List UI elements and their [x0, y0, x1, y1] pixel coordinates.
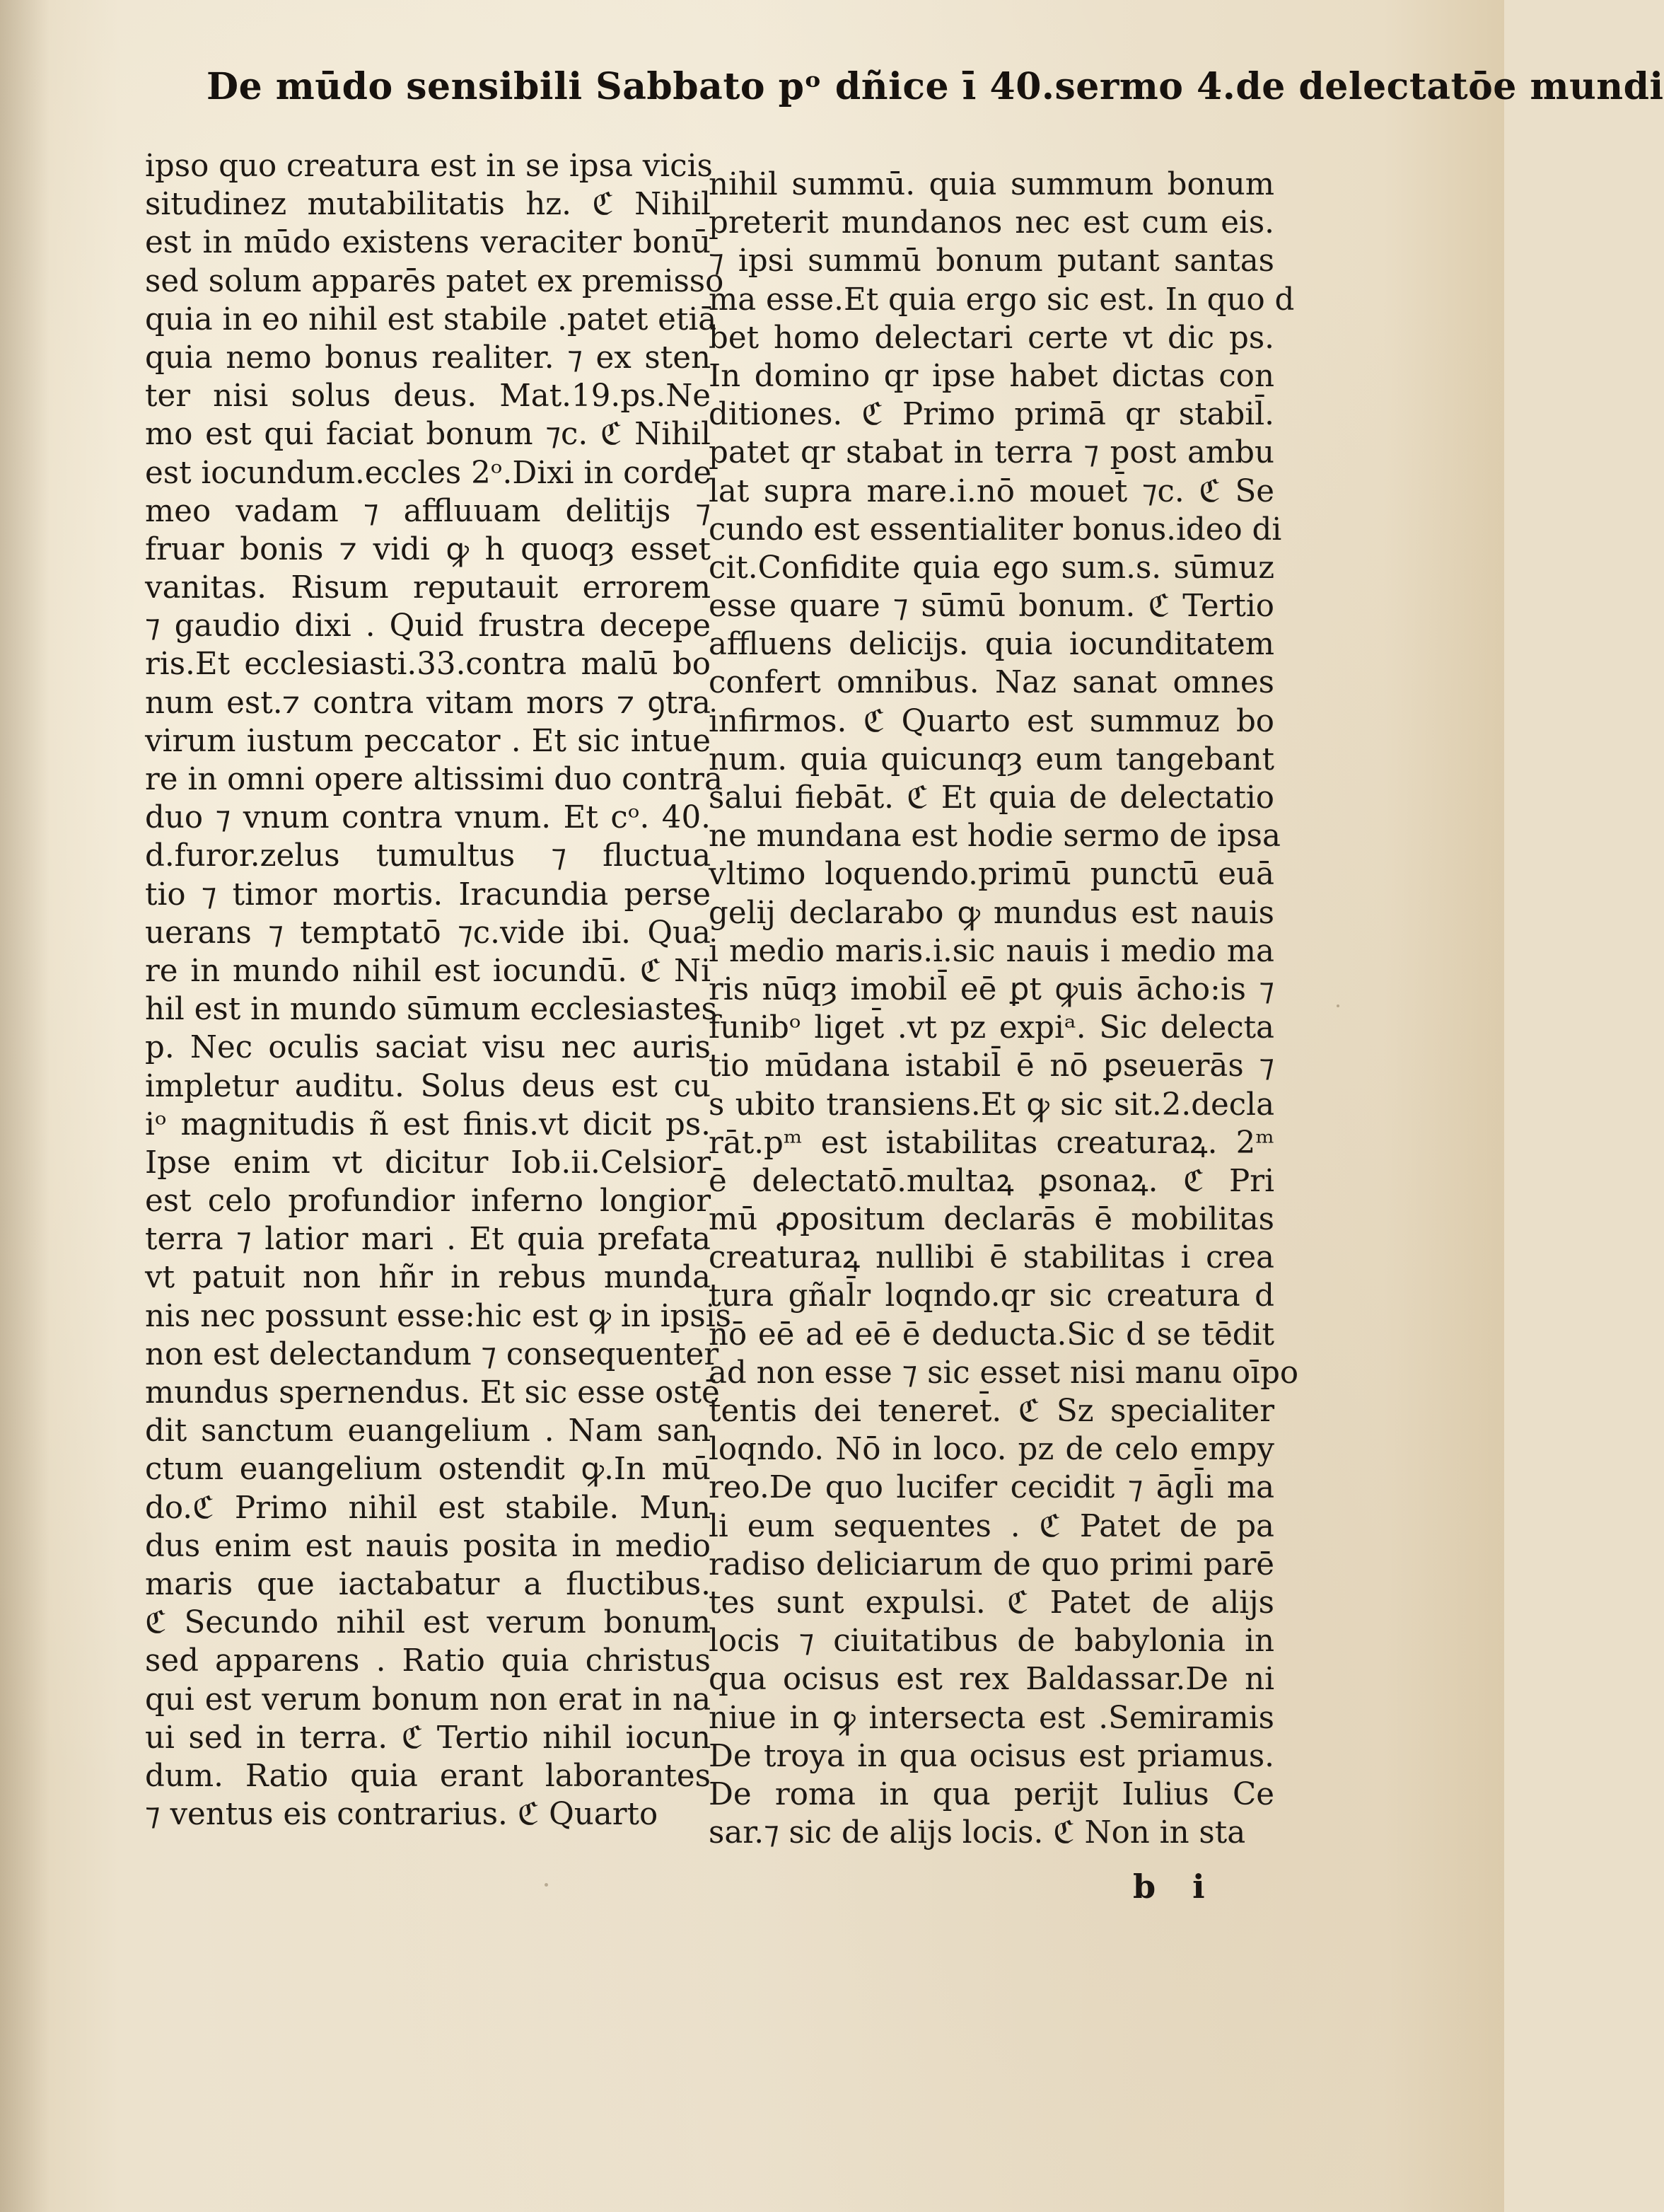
left-column-text-line: fruar bonis ⁊ vidi ꝙ h quoqȝ esset: [145, 531, 711, 567]
right-column-text-line: cundo est essentialiter bonus.ideo di: [709, 511, 1282, 548]
left-column-text-line: ris.Et ecclesiasti.33.contra malū bo: [145, 647, 711, 683]
left-column-text-line: situdinez mutabilitatis hz. ℭ Nihil: [145, 187, 711, 223]
left-column-text-line: est iocundum.eccles 2ᵒ.Dixi in corde: [145, 455, 712, 491]
right-column-text-line: ē delectatō.multaꝝ ꝑsonaꝝ. ℭ Pri: [709, 1163, 1274, 1199]
right-column-text-line: De troya in qua ocisus est priamus.: [709, 1738, 1274, 1774]
right-column-text-line: cit.Confidite quia ego sum.s. sūmuz: [709, 550, 1274, 586]
right-column-text-line: esse quare ⁊ sūmū bonum. ℭ Tertio: [709, 589, 1274, 625]
left-column-text-line: d.furor.zelus tumultus ⁊ fluctua: [145, 838, 711, 874]
right-column-text-line: tentis dei teneret̄. ℭ Sz specialiter: [709, 1394, 1274, 1429]
binding-gutter-shadow: [0, 0, 50, 2212]
right-column-text-line: vltimo loquendo.primū punctū euā: [709, 857, 1274, 893]
right-column-text-line: niue in ꝙ intersecta est .Semiramis: [709, 1700, 1274, 1736]
right-column-text-line: preterit mundanos nec est cum eis.: [709, 205, 1274, 241]
left-column-text-line: tio ⁊ timor mortis. Iracundia perse: [145, 876, 711, 913]
left-column-text-line: sed solum apparēs patet ex premisso: [145, 263, 724, 299]
right-column-text-line: ad non esse ⁊ sic esset nisi manu oīpo: [709, 1355, 1299, 1391]
left-column-text-line: terra ⁊ latior mari . Et quia prefata: [145, 1222, 711, 1258]
right-column-text-line: ne mundana est hodie sermo de ipsa: [709, 818, 1281, 855]
left-column-text-line: mundus spernendus. Et sic esse ostē: [145, 1375, 720, 1411]
right-column-text-line: i medio maris.i.sic nauis i medio ma: [709, 933, 1274, 969]
left-column-text-line: virum iustum peccator . Et sic intue: [145, 723, 711, 759]
right-column-text-line: In domino qr ipse habet dictas con: [709, 358, 1274, 394]
left-column-text-line: dus enim est nauis posita in medio: [145, 1528, 711, 1564]
right-column-text-line: ⁊ ipsi summū bonum putant santas: [709, 243, 1274, 279]
left-column-text-line: re in omni opere altissimi duo contra: [145, 762, 723, 797]
right-text-column: [709, 166, 1299, 1852]
right-column-text-line: affluens delicijs. quia iocunditatem: [709, 627, 1274, 663]
left-column-text-line: mo est qui faciat bonum ⁊c. ℭ Nihil: [145, 417, 711, 453]
paper-speck: [1337, 1004, 1339, 1007]
left-column-text-line: quia in eo nihil est stabile .patet etiā: [145, 301, 717, 337]
right-column-text-line: ma esse.Et quia ergo sic est. In quo d: [709, 282, 1295, 318]
right-column-text-line: lat supra mare.i.nō mouet̄ ⁊c. ℭ Se: [709, 473, 1274, 509]
left-column-text-line: hil est in mundo sūmum ecclesiastes: [145, 992, 717, 1028]
left-column-text-line: non est delectandum ⁊ consequenter: [145, 1336, 719, 1372]
right-column-text-line: qua ocisus est rex Baldassar.De ni: [709, 1662, 1274, 1698]
signature-mark: b i: [1133, 1868, 1218, 1906]
running-head: De mūdo sensibili Sabbato pᵒ dñice ī 40.sermo 4.de delectatōe mundi: [206, 65, 1664, 108]
left-column-text-line: vt patuit non hñr in rebus munda: [145, 1260, 711, 1296]
right-column-text-line: li eum sequentes . ℭ Patet de pa: [709, 1508, 1274, 1544]
right-column-text-line: gelij declarabo ꝙ mundus est nauis: [709, 895, 1274, 931]
left-column-text-line: ipso quo creatura est in se ipsa vicis: [145, 149, 713, 184]
right-column-text-line: locis ⁊ ciuitatibus de babylonia in: [709, 1623, 1274, 1660]
left-column-text-line: iᵒ magnitudis ñ est finis.vt dicit ps.: [145, 1106, 711, 1142]
left-column-text-line: est celo profundior inferno longior: [145, 1183, 711, 1220]
right-column-text-line: De roma in qua perijt Iulius Ce: [709, 1776, 1274, 1812]
left-column-text-line: est in mūdo existens veraciter bonū: [145, 225, 711, 261]
left-column-text-line: nis nec possunt esse:hic est ꝙ in ipsis: [145, 1298, 731, 1334]
right-column-text-line: sar.⁊ sic de alijs locis. ℭ Non in sta: [709, 1815, 1246, 1851]
right-column-text-line: nō eē ad eē ē deducta.Sic d se tēdit: [709, 1316, 1274, 1353]
right-column-text-line: tio mūdana istabil̄ ē nō ꝑseuerās ⁊: [709, 1048, 1274, 1084]
right-column-text-line: tura gñal̄r loqndo.qr sic creatura d: [709, 1278, 1274, 1314]
left-column-text-line: uerans ⁊ temptatō ⁊c.vide ibi. Qua: [145, 915, 711, 951]
right-column-text-line: creaturaꝝ nullibi ē stabilitas i crea: [709, 1240, 1274, 1276]
right-column-text-line: funibᵒ liget̄ .vt pz expiᵃ. Sic delecta: [709, 1010, 1274, 1046]
left-column-text-line: num est.⁊ contra vitam mors ⁊ ꝯtra: [145, 685, 711, 721]
left-column-text-line: vanitas. Risum reputauit errorem: [145, 570, 711, 606]
left-column-text-line: ℭ Secundo nihil est verum bonum: [145, 1605, 711, 1641]
right-column-text-line: patet qr stabat in terra ⁊ post ambu: [709, 435, 1274, 471]
right-column-text-line: num. quia quicunqȝ eum tangebant: [709, 741, 1274, 777]
right-column-text-line: infirmos. ℭ Quarto est summuz bo: [709, 703, 1274, 739]
left-column-text-line: ⁊ ventus eis contrarius. ℭ Quarto: [145, 1797, 658, 1833]
left-column-text-line: impletur auditu. Solus deus est cu: [145, 1068, 711, 1104]
left-column-text-line: quia nemo bonus realiter. ⁊ ex sten: [145, 340, 711, 376]
left-column-text-line: Ipse enim vt dicitur Iob.ii.Celsior: [145, 1145, 711, 1181]
right-column-text-line: ditiones. ℭ Primo primā qr stabil̄.: [709, 397, 1274, 433]
left-column-text-line: re in mundo nihil est iocundū. ℭ Ni: [145, 953, 711, 989]
right-column-text-line: nihil summū. quia summum bonum: [709, 167, 1274, 202]
right-column-text-line: bet homo delectari certe vt dic ps.: [709, 320, 1274, 356]
right-column-text-line: ris nūqȝ imobil̄ eē ꝑt ꝙuis ācho:is ⁊: [709, 971, 1274, 1007]
right-column-text-line: s ubito transiens.Et ꝙ sic sit.2.decla: [709, 1087, 1274, 1123]
right-column-text-line: reo.De quo lucifer cecidit ⁊ āgl̄i ma: [709, 1470, 1274, 1506]
right-column-text-line: tes sunt expulsi. ℭ Patet de alijs: [709, 1585, 1274, 1621]
right-column-text-line: mū ꝓpositum declarās ē mobilitas: [709, 1202, 1274, 1238]
paper-speck: [545, 1883, 548, 1887]
left-column-text-line: sed apparens . Ratio quia christus: [145, 1643, 711, 1679]
left-column-text-line: qui est verum bonum non erat in na: [145, 1681, 711, 1718]
left-column-text-line: ⁊ gaudio dixi . Quid frustra decepe: [145, 608, 711, 644]
left-column-text-line: ter nisi solus deus. Mat.19.ps.Ne: [145, 378, 711, 415]
right-column-text-line: rāt.pᵐ est istabilitas creaturaꝝ. 2ᵐ: [709, 1125, 1274, 1161]
left-column-text-line: p. Nec oculis saciat visu nec auris: [145, 1030, 711, 1066]
left-column-text-line: ctum euangelium ostendit ꝙ.In mū: [145, 1452, 711, 1488]
right-column-text-line: confert omnibus. Naz sanat omnes: [709, 665, 1274, 701]
right-column-text-line: loqndo. Nō in loco. pz de celo empy: [709, 1432, 1274, 1468]
left-column-text-line: do.ℭ Primo nihil est stabile. Mun: [145, 1490, 711, 1526]
left-column-text-line: dit sanctum euangelium . Nam san: [145, 1413, 711, 1449]
right-column-text-line: salui fiebāt. ℭ Et quia de delectatio: [709, 780, 1274, 816]
left-column-text-line: duo ⁊ vnum contra vnum. Et cᵒ. 40.: [145, 800, 711, 836]
left-column-text-line: meo vadam ⁊ affluuam delitijs ⁊: [145, 493, 711, 529]
right-column-text-line: radiso deliciarum de quo primi parē: [709, 1546, 1274, 1582]
left-column-text-line: maris que iactabatur a fluctibus.: [145, 1566, 711, 1602]
left-column-text-line: dum. Ratio quia erant laborantes: [145, 1758, 711, 1794]
left-column-text-line: ui sed in terra. ℭ Tertio nihil iocun: [145, 1720, 711, 1756]
left-text-column: [145, 147, 731, 1834]
